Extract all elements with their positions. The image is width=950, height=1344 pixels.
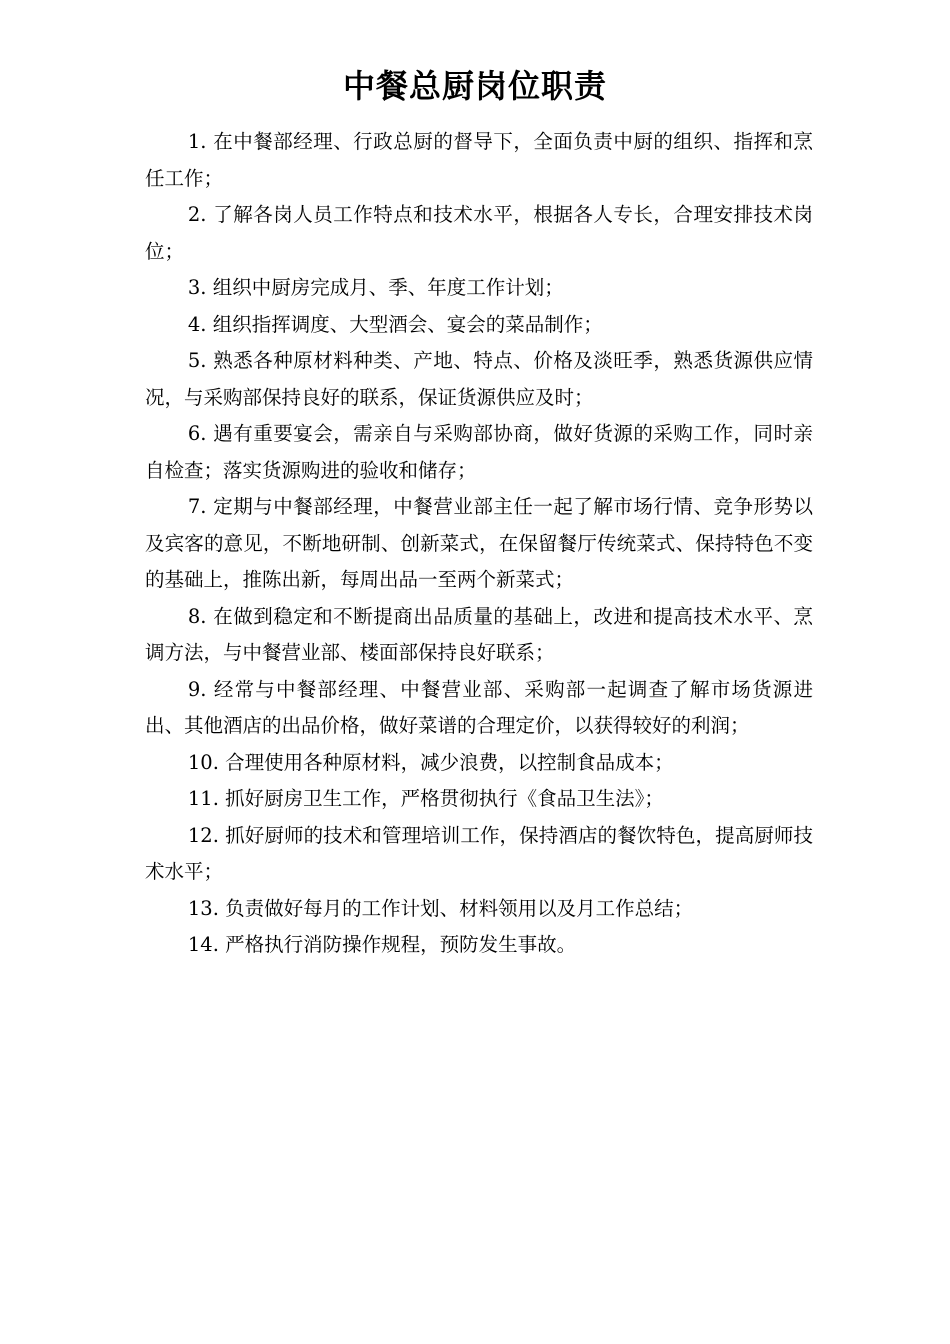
- duty-item-13: 13. 负责做好每月的工作计划、材料领用以及月工作总结；: [187, 896, 694, 920]
- duty-item-11: 11. 抓好厨房卫生工作，严格贯彻执行《食品卫生法》；: [187, 787, 664, 810]
- duty-item-4: 4. 组织指挥调度、大型酒会、宴会的菜品制作；: [187, 312, 603, 336]
- duty-item-1: 1. 在中餐部经理、行政总厨的督导下，全面负责中厨的组织、指挥和烹任工作；: [145, 130, 813, 190]
- duty-item-3: 3. 组织中厨房完成月、季、年度工作计划；: [187, 276, 564, 299]
- duty-item-7: 7. 定期与中餐部经理，中餐营业部主任一起了解市场行情、竞争形势以及宾客的意见，不断地研制、创新菜式，在保留餐厅传统菜式、保持特色不变的基础上，推陈出新，每周出品一至两个新菜式；: [145, 495, 813, 591]
- duty-item-2: 2. 了解各岗人员工作特点和技术水平，根据各人专长，合理安排技术岗位；: [145, 203, 813, 263]
- duty-item-9: 9. 经常与中餐部经理、中餐营业部、采购部一起调查了解市场货源进出、其他酒店的出品价格，做好菜谱的合理定价，以获得较好的利润；: [145, 677, 813, 737]
- duty-item-14: 14. 严格执行消防操作规程，预防发生事故。: [187, 933, 577, 956]
- duty-item-5: 5. 熟悉各种原材料种类、产地、特点、价格及淡旺季，熟悉货源供应情况，与采购部保持良好的联系，保证货源供应及时；: [145, 349, 813, 409]
- duty-item-10: 10. 合理使用各种原材料，减少浪费，以控制食品成本；: [187, 750, 674, 774]
- duty-item-8: 8. 在做到稳定和不断提商出品质量的基础上，改进和提高技术水平、烹调方法，与中餐营业部、楼面部保持良好联系；: [145, 604, 813, 664]
- duty-list: [145, 124, 813, 964]
- duty-item-12: 12. 抓好厨师的技术和管理培训工作，保持酒店的餐饮特色，提高厨师技术水平；: [145, 823, 813, 883]
- duty-item-6: 6. 遇有重要宴会，需亲自与采购部协商，做好货源的采购工作，同时亲自检查；落实货源购进的验收和储存；: [145, 422, 813, 482]
- document-title: 中餐总厨岗位职责: [342, 67, 607, 105]
